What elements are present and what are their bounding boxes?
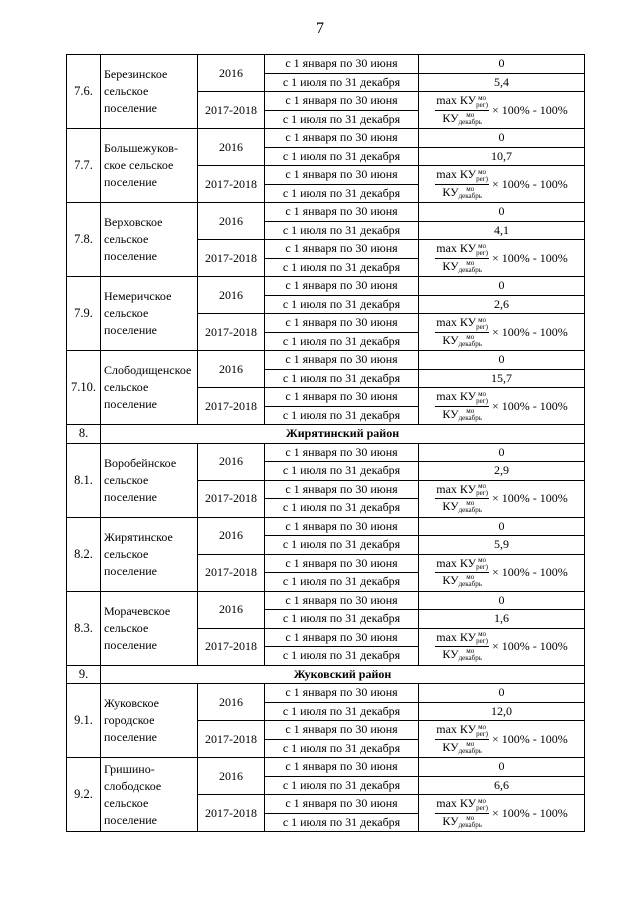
period-cell: с 1 января по 30 июня (265, 554, 419, 573)
period-cell: с 1 января по 30 июня (265, 480, 419, 499)
formula-sup-mo: мо (478, 93, 487, 102)
formula-max: max (436, 629, 457, 644)
formula-numerator (435, 390, 489, 406)
formula-multiplier: × 100% - 100% (491, 250, 568, 265)
table-row (67, 203, 585, 222)
period-cell: с 1 января по 30 июня (265, 55, 419, 74)
table-row (67, 277, 585, 296)
formula-denominator (441, 573, 483, 588)
formula-fraction (435, 242, 489, 274)
formula-max: max (436, 241, 457, 256)
section-row (67, 425, 585, 444)
formula-index (476, 169, 488, 183)
period-cell: с 1 января по 30 июня (265, 203, 419, 222)
formula-ku: КУ (459, 796, 477, 811)
value-cell: 0 (419, 758, 585, 777)
year-cell: 2017-2018 (198, 92, 265, 129)
formula-sup-mo: мо (478, 482, 487, 490)
settlement-name: Морачевское сельское поселение (101, 591, 198, 665)
formula-sup-mo: мо (466, 406, 475, 415)
value-cell: 0 (419, 129, 585, 148)
formula-cell (419, 480, 585, 517)
period-cell: с 1 января по 30 июня (265, 166, 419, 185)
formula-max: max (436, 555, 457, 570)
formula-ku: КУ (442, 573, 459, 587)
formula-sub-dec: декабрь (458, 506, 482, 515)
formula-index (459, 815, 482, 829)
period-cell: с 1 января по 30 июня (265, 684, 419, 703)
formula-numerator (435, 557, 489, 573)
tariff-formula (435, 483, 568, 515)
year-cell: 2016 (198, 277, 265, 314)
formula-sup-mo: мо (478, 556, 487, 564)
value-cell: 10,7 (419, 147, 585, 166)
settlement-name: Большежуков-ское сельское поселение (101, 129, 198, 203)
formula-numerator (435, 242, 489, 258)
table-row (67, 129, 585, 148)
formula-multiplier: × 100% - 100% (491, 102, 568, 117)
year-cell: 2016 (198, 758, 265, 795)
formula-denominator (441, 407, 483, 422)
formula-index (476, 243, 488, 257)
formula-numerator (435, 316, 489, 332)
formula-cell (419, 240, 585, 277)
formula-fraction (435, 631, 489, 663)
formula-sup-mo: мо (466, 499, 475, 508)
year-cell: 2017-2018 (198, 554, 265, 591)
formula-sup-mo: мо (466, 813, 475, 822)
formula-sup-mo: мо (478, 315, 487, 324)
tariff-formula (435, 723, 568, 755)
formula-max: max (436, 722, 457, 737)
period-cell: с 1 января по 30 июня (265, 591, 419, 610)
formula-index (476, 317, 488, 331)
value-cell: 0 (419, 277, 585, 296)
formula-numerator (435, 168, 489, 184)
year-cell: 2017-2018 (198, 628, 265, 665)
section-number: 9. (67, 665, 101, 684)
period-cell: с 1 июля по 31 декабря (265, 110, 419, 129)
formula-ku: КУ (442, 499, 459, 513)
formula-max: max (436, 315, 457, 330)
period-cell: с 1 июля по 31 декабря (265, 573, 419, 592)
period-cell: с 1 июля по 31 декабря (265, 813, 419, 832)
year-cell: 2016 (198, 684, 265, 721)
formula-sub-dec: декабрь (458, 339, 482, 348)
formula-ku: КУ (459, 167, 477, 182)
table-row (67, 758, 585, 777)
period-cell: с 1 июля по 31 декабря (265, 221, 419, 240)
period-cell: с 1 января по 30 июня (265, 277, 419, 296)
formula-index (476, 483, 488, 497)
formula-denominator (441, 333, 483, 348)
formula-cell (419, 795, 585, 832)
formula-sup-mo: мо (478, 389, 487, 398)
value-cell: 2,6 (419, 295, 585, 314)
formula-cell (419, 92, 585, 129)
formula-ku: КУ (442, 110, 459, 125)
formula-multiplier: × 100% - 100% (491, 324, 568, 339)
formula-sub-reg: рег) (476, 637, 488, 645)
formula-sub-reg: рег) (476, 174, 488, 183)
item-number: 7.8. (67, 203, 101, 277)
item-number: 9.1. (67, 684, 101, 758)
formula-sup-mo: мо (478, 722, 487, 731)
item-number: 8.2. (67, 517, 101, 591)
period-cell: с 1 июля по 31 декабря (265, 147, 419, 166)
formula-ku: КУ (459, 555, 477, 570)
item-number: 7.9. (67, 277, 101, 351)
settlement-name: Жирятинское сельское поселение (101, 517, 198, 591)
formula-cell (419, 388, 585, 425)
formula-multiplier: × 100% - 100% (491, 565, 568, 579)
formula-sub-dec: декабрь (458, 117, 482, 126)
value-cell: 0 (419, 203, 585, 222)
formula-multiplier: × 100% - 100% (491, 491, 568, 505)
formula-index (459, 334, 482, 348)
formula-index (459, 112, 482, 126)
formula-ku: КУ (442, 332, 459, 347)
formula-fraction (435, 797, 489, 829)
formula-numerator (435, 94, 489, 110)
period-cell: с 1 января по 30 июня (265, 795, 419, 814)
formula-max: max (436, 796, 457, 811)
formula-max: max (436, 93, 457, 108)
settlement-name: Слободищенское сельское поселение (101, 351, 198, 425)
formula-fraction (435, 316, 489, 348)
tariff-formula (435, 390, 568, 422)
value-cell: 1,6 (419, 610, 585, 629)
formula-sub-reg: рег) (476, 489, 488, 497)
year-cell: 2017-2018 (198, 166, 265, 203)
formula-ku: КУ (442, 258, 459, 273)
formula-ku: КУ (459, 389, 477, 404)
formula-sub-dec: декабрь (458, 265, 482, 274)
period-cell: с 1 января по 30 июня (265, 628, 419, 647)
formula-sup-mo: мо (466, 573, 475, 582)
formula-fraction (435, 94, 489, 126)
formula-denominator (441, 740, 483, 755)
formula-sub-dec: декабрь (458, 820, 482, 829)
formula-sub-dec: декабрь (458, 191, 482, 200)
formula-cell (419, 554, 585, 591)
period-cell: с 1 января по 30 июня (265, 351, 419, 370)
formula-numerator (435, 723, 489, 739)
tariff-formula (435, 631, 568, 663)
formula-index (476, 631, 488, 645)
value-cell: 5,9 (419, 536, 585, 555)
period-cell: с 1 января по 30 июня (265, 517, 419, 536)
formula-denominator (441, 499, 483, 514)
year-cell: 2016 (198, 591, 265, 628)
tariff-formula (435, 94, 568, 126)
tariff-formula (435, 797, 568, 829)
tariff-formula (435, 168, 568, 200)
formula-sub-reg: рег) (476, 396, 488, 405)
value-cell: 0 (419, 591, 585, 610)
formula-fraction (435, 390, 489, 422)
formula-index (476, 724, 488, 738)
formula-ku: КУ (459, 629, 477, 644)
formula-index (476, 391, 488, 405)
year-cell: 2016 (198, 517, 265, 554)
formula-multiplier: × 100% - 100% (491, 731, 568, 746)
formula-sup-mo: мо (466, 184, 475, 193)
formula-sup-mo: мо (466, 647, 475, 656)
value-cell: 0 (419, 684, 585, 703)
section-row (67, 665, 585, 684)
formula-numerator (435, 797, 489, 813)
value-cell: 0 (419, 443, 585, 462)
formula-ku: КУ (442, 647, 459, 661)
formula-ku: КУ (459, 315, 477, 330)
formula-index (476, 557, 488, 571)
formula-ku: КУ (459, 722, 477, 737)
item-number: 7.7. (67, 129, 101, 203)
period-cell: с 1 июля по 31 декабря (265, 776, 419, 795)
formula-index (459, 260, 482, 274)
formula-fraction (435, 723, 489, 755)
period-cell: с 1 января по 30 июня (265, 388, 419, 407)
formula-ku: КУ (459, 241, 477, 256)
formula-sup-mo: мо (466, 258, 475, 267)
year-cell: 2017-2018 (198, 314, 265, 351)
formula-fraction (435, 168, 489, 200)
formula-max: max (436, 481, 457, 496)
formula-index (459, 186, 482, 200)
formula-index (476, 95, 488, 109)
formula-cell (419, 628, 585, 665)
period-cell: с 1 января по 30 июня (265, 92, 419, 111)
formula-sub-dec: декабрь (458, 746, 482, 755)
formula-index (459, 500, 482, 514)
year-cell: 2016 (198, 351, 265, 388)
formula-ku: КУ (442, 406, 459, 421)
formula-sub-dec: декабрь (458, 654, 482, 663)
formula-fraction (435, 557, 489, 589)
table-row (67, 351, 585, 370)
formula-ku: КУ (442, 813, 459, 828)
formula-sup-mo: мо (466, 332, 475, 341)
year-cell: 2016 (198, 203, 265, 240)
tariff-table (66, 54, 585, 832)
formula-sub-reg: рег) (476, 563, 488, 571)
value-cell: 0 (419, 517, 585, 536)
formula-sup-mo: мо (478, 167, 487, 176)
formula-index (459, 408, 482, 422)
formula-ku: КУ (459, 481, 477, 496)
period-cell: с 1 июля по 31 декабря (265, 332, 419, 351)
period-cell: с 1 июля по 31 декабря (265, 295, 419, 314)
formula-index (476, 798, 488, 812)
period-cell: с 1 июля по 31 декабря (265, 702, 419, 721)
formula-cell (419, 166, 585, 203)
formula-multiplier: × 100% - 100% (491, 176, 568, 191)
formula-sup-mo: мо (466, 739, 475, 748)
period-cell: с 1 июля по 31 декабря (265, 406, 419, 425)
period-cell: с 1 июля по 31 декабря (265, 184, 419, 203)
formula-multiplier: × 100% - 100% (491, 398, 568, 413)
item-number: 8.1. (67, 443, 101, 517)
formula-denominator (441, 111, 483, 126)
formula-sub-reg: рег) (476, 100, 488, 109)
value-cell: 4,1 (419, 221, 585, 240)
year-cell: 2017-2018 (198, 388, 265, 425)
formula-ku: КУ (459, 93, 477, 108)
formula-denominator (441, 814, 483, 829)
settlement-name: Воробейнское сельское поселение (101, 443, 198, 517)
period-cell: с 1 июля по 31 декабря (265, 258, 419, 277)
formula-max: max (436, 167, 457, 182)
period-cell: с 1 июля по 31 декабря (265, 739, 419, 758)
formula-multiplier: × 100% - 100% (491, 805, 568, 820)
settlement-name: Верховское сельское поселение (101, 203, 198, 277)
year-cell: 2017-2018 (198, 240, 265, 277)
item-number: 9.2. (67, 758, 101, 832)
year-cell: 2017-2018 (198, 795, 265, 832)
period-cell: с 1 января по 30 июня (265, 758, 419, 777)
formula-sub-dec: декабрь (458, 413, 482, 422)
formula-multiplier: × 100% - 100% (491, 639, 568, 653)
formula-sup-mo: мо (478, 630, 487, 638)
formula-sub-dec: декабрь (458, 580, 482, 589)
period-cell: с 1 января по 30 июня (265, 314, 419, 333)
settlement-name: Немеричское сельское поселение (101, 277, 198, 351)
page-number: 7 (316, 20, 324, 37)
formula-ku: КУ (442, 184, 459, 199)
period-cell: с 1 июля по 31 декабря (265, 647, 419, 666)
formula-index (459, 648, 482, 662)
year-cell: 2016 (198, 55, 265, 92)
year-cell: 2016 (198, 129, 265, 166)
year-cell: 2016 (198, 443, 265, 480)
formula-cell (419, 314, 585, 351)
tariff-formula (435, 316, 568, 348)
table-row (67, 591, 585, 610)
formula-fraction (435, 483, 489, 515)
period-cell: с 1 июля по 31 декабря (265, 73, 419, 92)
formula-numerator (435, 631, 489, 647)
value-cell: 12,0 (419, 702, 585, 721)
value-cell: 5,4 (419, 73, 585, 92)
period-cell: с 1 января по 30 июня (265, 721, 419, 740)
item-number: 7.10. (67, 351, 101, 425)
value-cell: 2,9 (419, 462, 585, 481)
period-cell: с 1 января по 30 июня (265, 240, 419, 259)
formula-sub-reg: рег) (476, 322, 488, 331)
value-cell: 6,6 (419, 776, 585, 795)
period-cell: с 1 января по 30 июня (265, 443, 419, 462)
section-title: Жуковский район (101, 665, 585, 684)
year-cell: 2017-2018 (198, 721, 265, 758)
value-cell: 0 (419, 55, 585, 74)
section-title: Жирятинский район (101, 425, 585, 444)
formula-denominator (441, 185, 483, 200)
formula-index (459, 574, 482, 588)
settlement-name: Гришино-слободское сельское поселение (101, 758, 198, 832)
table-row (67, 443, 585, 462)
formula-index (459, 741, 482, 755)
section-number: 8. (67, 425, 101, 444)
period-cell: с 1 января по 30 июня (265, 129, 419, 148)
formula-denominator (441, 647, 483, 662)
formula-denominator (441, 259, 483, 274)
formula-sub-reg: рег) (476, 803, 488, 812)
period-cell: с 1 июля по 31 декабря (265, 462, 419, 481)
tariff-formula (435, 242, 568, 274)
value-cell: 15,7 (419, 369, 585, 388)
formula-numerator (435, 483, 489, 499)
item-number: 8.3. (67, 591, 101, 665)
period-cell: с 1 июля по 31 декабря (265, 369, 419, 388)
value-cell: 0 (419, 351, 585, 370)
formula-sup-mo: мо (478, 796, 487, 805)
table-row (67, 517, 585, 536)
formula-cell (419, 721, 585, 758)
period-cell: с 1 июля по 31 декабря (265, 610, 419, 629)
period-cell: с 1 июля по 31 декабря (265, 499, 419, 518)
formula-sup-mo: мо (466, 110, 475, 119)
formula-max: max (436, 389, 457, 404)
year-cell: 2017-2018 (198, 480, 265, 517)
formula-ku: КУ (442, 739, 459, 754)
formula-sub-reg: рег) (476, 248, 488, 257)
settlement-name: Березинское сельское поселение (101, 55, 198, 129)
item-number: 7.6. (67, 55, 101, 129)
period-cell: с 1 июля по 31 декабря (265, 536, 419, 555)
tariff-formula (435, 557, 568, 589)
table-row (67, 684, 585, 703)
formula-sup-mo: мо (478, 241, 487, 250)
formula-sub-reg: рег) (476, 729, 488, 738)
table-row (67, 55, 585, 74)
settlement-name: Жуковское городское поселение (101, 684, 198, 758)
